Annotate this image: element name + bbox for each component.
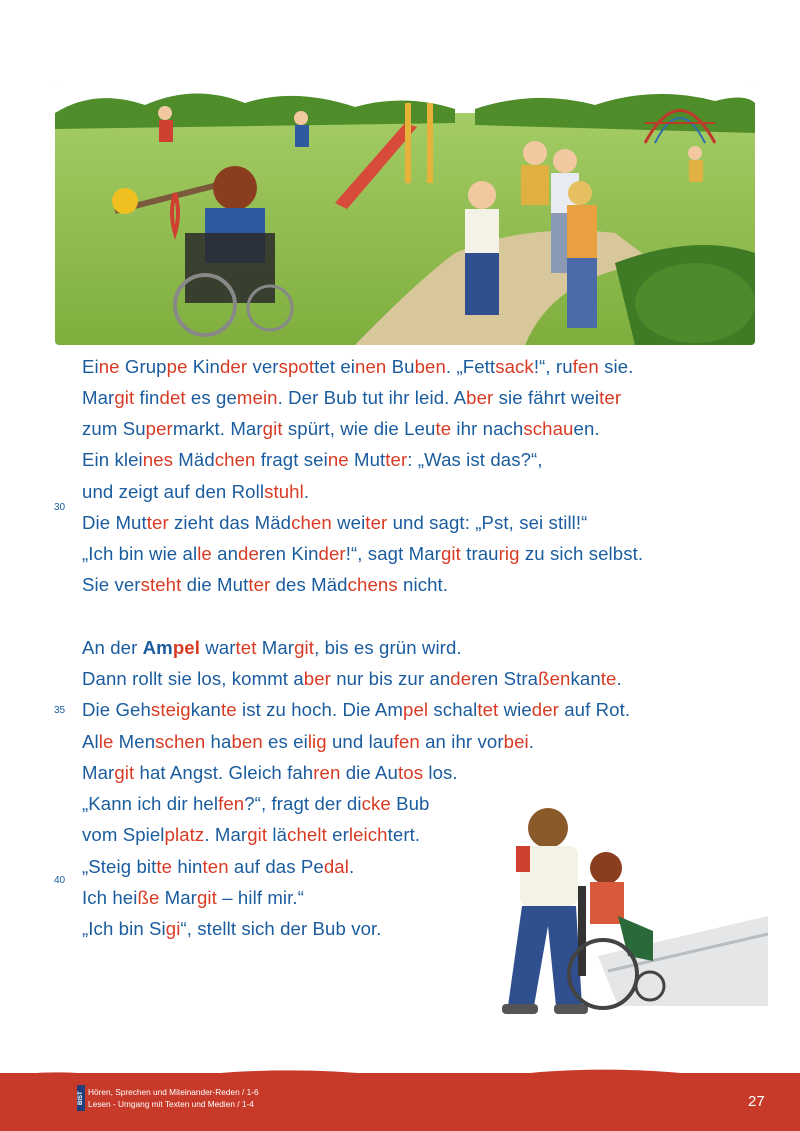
syllable: sie.: [598, 356, 634, 377]
syllable: spürt, wie die Leu: [282, 418, 436, 439]
syllable: schen: [155, 731, 206, 752]
syllable: Kin: [187, 356, 220, 377]
text-line: [82, 387, 621, 409]
syllable: war: [200, 637, 236, 658]
syllable: : „Was ist das?“,: [407, 449, 543, 470]
syllable: ten: [202, 856, 229, 877]
syllable: es ei: [262, 731, 308, 752]
line-number: 35: [54, 705, 66, 716]
syllable: en.: [573, 418, 600, 439]
text-line: [82, 918, 382, 940]
syllable: ter: [599, 387, 622, 408]
text-line: [82, 668, 622, 690]
text-line: [82, 356, 633, 378]
syllable: nicht.: [397, 574, 449, 595]
syllable: „Kann ich dir hel: [82, 793, 219, 814]
syllable: .: [303, 481, 310, 502]
syllable: zieht das Mäd: [168, 512, 292, 533]
syllable: rig: [498, 543, 520, 564]
syllable: Men: [113, 731, 156, 752]
playground-scene-illustration: [55, 83, 755, 345]
text-line: [82, 731, 534, 753]
syllable: git: [247, 824, 268, 845]
syllable: Am: [142, 637, 173, 658]
syllable: ver: [247, 356, 279, 377]
page-footer: [0, 1063, 800, 1131]
syllable: Mar: [159, 887, 197, 908]
syllable: spot: [278, 356, 315, 377]
syllable: Die Mut: [82, 512, 147, 533]
syllable: fen: [393, 731, 420, 752]
syllable: ihr nach: [451, 418, 524, 439]
syllable: tert.: [387, 824, 421, 845]
syllable: und sagt: „Pst, sei still!“: [387, 512, 588, 533]
syllable: cke: [361, 793, 391, 814]
syllable: fragt sei: [255, 449, 328, 470]
syllable: per: [145, 418, 173, 439]
text-line: [82, 699, 630, 721]
syllable: le: [98, 731, 114, 752]
curriculum-ref-2: Lesen - Umgang mit Texten und Medien / 1-4: [88, 1099, 254, 1109]
text-line: [82, 762, 458, 784]
syllable: vom Spiel: [82, 824, 165, 845]
syllable: git: [196, 887, 217, 908]
syllable: stuhl: [264, 481, 304, 502]
syllable: ter: [365, 512, 388, 533]
syllable: Mäd: [173, 449, 215, 470]
syllable: .: [528, 731, 535, 752]
text-line: [82, 793, 429, 815]
syllable: lä: [267, 824, 288, 845]
syllable: schal: [428, 699, 478, 720]
line-number: 30: [54, 502, 66, 513]
syllable: git: [262, 418, 283, 439]
syllable: ren Stra: [471, 668, 539, 689]
syllable: Ich hei: [82, 887, 138, 908]
syllable: Grup: [119, 356, 167, 377]
syllable: an: [211, 543, 239, 564]
syllable: Dann rollt sie los, kommt a: [82, 668, 304, 689]
syllable: git: [440, 543, 461, 564]
boy-pushing-wheelchair-illustration: [478, 806, 768, 1020]
syllable: ber: [303, 668, 331, 689]
syllable: Bub: [390, 793, 430, 814]
syllable: . Mar: [204, 824, 248, 845]
syllable: fin: [134, 387, 160, 408]
syllable: „Steig bit: [82, 856, 157, 877]
syllable: pe: [166, 356, 188, 377]
text-line: [82, 481, 309, 503]
syllable: zu sich selbst.: [519, 543, 644, 564]
syllable: chen: [214, 449, 256, 470]
syllable: Ein klei: [82, 449, 143, 470]
syllable: hin: [172, 856, 203, 877]
syllable: Mar: [82, 762, 115, 783]
syllable: Mar: [82, 387, 115, 408]
syllable: ben: [414, 356, 446, 377]
syllable: „Ich bin wie al: [82, 543, 198, 564]
syllable: de: [238, 543, 259, 564]
syllable: . Der Bub tut ihr leid. A: [277, 387, 467, 408]
syllable: chen: [291, 512, 332, 533]
syllable: auf Rot.: [558, 699, 631, 720]
syllable: und lau: [326, 731, 394, 752]
syllable: er: [326, 824, 349, 845]
syllable: die Au: [340, 762, 398, 783]
curriculum-ref-1: Hören, Sprechen und Miteinander-Reden / 1-6: [88, 1087, 259, 1097]
syllable: te: [435, 418, 452, 439]
bist-badge: BIST: [77, 1085, 85, 1111]
syllable: ha: [205, 731, 232, 752]
syllable: te: [600, 668, 617, 689]
syllable: chens: [347, 574, 398, 595]
syllable: die Mut: [181, 574, 249, 595]
text-line: [82, 824, 420, 846]
syllable: . „Fett: [445, 356, 496, 377]
syllable: – hilf mir.“: [216, 887, 304, 908]
text-line: [82, 574, 448, 596]
syllable: sack: [495, 356, 534, 377]
text-line: [82, 637, 462, 659]
syllable: Die Geh: [82, 699, 151, 720]
syllable: nen: [355, 356, 387, 377]
syllable: es ge: [185, 387, 237, 408]
line-number: 40: [54, 875, 66, 886]
syllable: trau: [460, 543, 499, 564]
syllable: tet: [235, 637, 257, 658]
syllable: wei: [331, 512, 366, 533]
syllable: le: [197, 543, 212, 564]
syllable: Sie ver: [82, 574, 141, 595]
syllable: steht: [140, 574, 182, 595]
text-line: [82, 449, 543, 471]
syllable: te: [220, 699, 237, 720]
syllable: tet ei: [314, 356, 356, 377]
syllable: ben: [231, 731, 263, 752]
syllable: ren Kin: [258, 543, 319, 564]
text-line: [82, 418, 600, 440]
syllable: te: [156, 856, 173, 877]
syllable: wie: [498, 699, 532, 720]
syllable: der: [318, 543, 346, 564]
syllable: ne: [98, 356, 120, 377]
page-number: 27: [748, 1093, 765, 1110]
syllable: „Ich bin Si: [82, 918, 166, 939]
syllable: sie fährt wei: [493, 387, 600, 408]
syllable: platz: [164, 824, 205, 845]
syllable: Mut: [348, 449, 386, 470]
syllable: ter: [385, 449, 408, 470]
syllable: “, stellt sich der Bub vor.: [180, 918, 382, 939]
syllable: ne: [327, 449, 349, 470]
syllable: dal: [323, 856, 349, 877]
syllable: ber: [466, 387, 494, 408]
syllable: der: [531, 699, 559, 720]
syllable: ße: [137, 887, 160, 908]
syllable: fen: [218, 793, 245, 814]
syllable: ?“, fragt der di: [244, 793, 362, 814]
syllable: und zeigt auf den Roll: [82, 481, 265, 502]
syllable: ist zu hoch. Die Am: [236, 699, 404, 720]
syllable: git: [294, 637, 315, 658]
syllable: An der: [82, 637, 143, 658]
syllable: pel: [403, 699, 429, 720]
syllable: det: [159, 387, 186, 408]
syllable: ßen: [538, 668, 571, 689]
syllable: bei: [503, 731, 529, 752]
syllable: zum Su: [82, 418, 146, 439]
syllable: .: [616, 668, 622, 689]
syllable: de: [450, 668, 472, 689]
syllable: hat Angst. Gleich fah: [134, 762, 314, 783]
syllable: mein: [236, 387, 278, 408]
syllable: lig: [307, 731, 327, 752]
text-line: [82, 543, 643, 565]
syllable: git: [114, 387, 135, 408]
syllable: gi: [165, 918, 181, 939]
syllable: Bu: [386, 356, 415, 377]
syllable: nes: [142, 449, 174, 470]
syllable: git: [114, 762, 135, 783]
syllable: leich: [348, 824, 388, 845]
syllable: kan: [190, 699, 221, 720]
syllable: !“, sagt Mar: [345, 543, 441, 564]
syllable: an ihr vor: [419, 731, 504, 752]
syllable: kan: [570, 668, 601, 689]
syllable: , bis es grün wird.: [314, 637, 462, 658]
syllable: fen: [572, 356, 599, 377]
text-line: [82, 887, 304, 909]
text-line: [82, 856, 354, 878]
syllable: ter: [146, 512, 169, 533]
syllable: ren: [313, 762, 341, 783]
syllable: los.: [423, 762, 458, 783]
syllable: Al: [82, 731, 99, 752]
syllable: steig: [150, 699, 191, 720]
syllable: chelt: [287, 824, 327, 845]
syllable: Mar: [256, 637, 295, 658]
syllable: Ei: [82, 356, 99, 377]
syllable: nur bis zur an: [330, 668, 451, 689]
syllable: tos: [397, 762, 424, 783]
syllable: ter: [248, 574, 271, 595]
text-line: [82, 512, 587, 534]
syllable: schau: [523, 418, 574, 439]
syllable: !“, ru: [533, 356, 573, 377]
syllable: tet: [477, 699, 499, 720]
syllable: .: [348, 856, 355, 877]
syllable: des Mäd: [270, 574, 348, 595]
syllable: auf das Pe: [228, 856, 324, 877]
syllable: pel: [172, 637, 200, 658]
syllable: markt. Mar: [172, 418, 263, 439]
syllable: der: [219, 356, 248, 377]
